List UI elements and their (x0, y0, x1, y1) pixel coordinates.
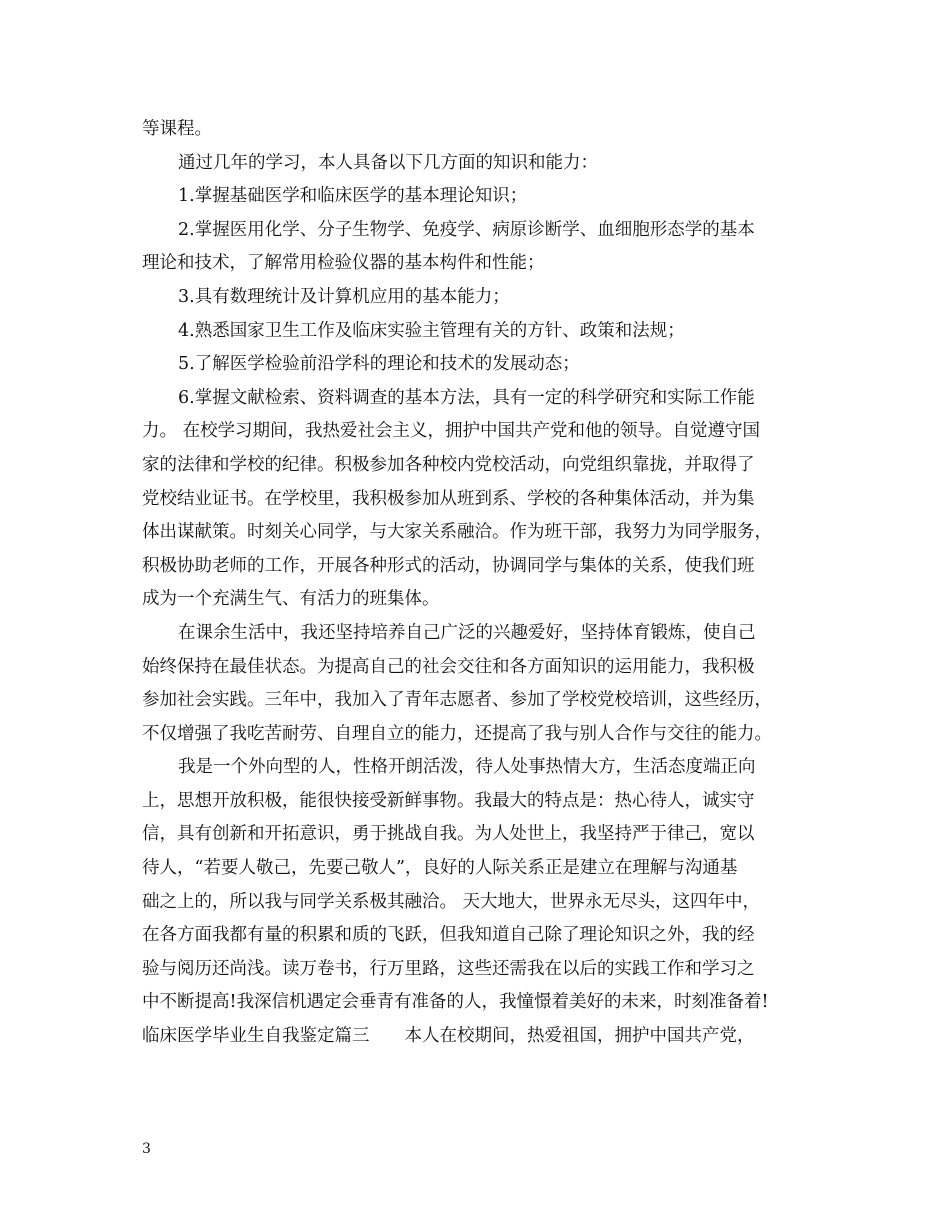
text-line: 临床医学毕业生自我鉴定篇三 本人在校期间，热爱祖国，拥护中国共产党， (142, 1026, 755, 1047)
document-body (142, 113, 822, 1054)
text-line: 成为一个充满生气、有活力的班集体。 (142, 589, 440, 610)
text-line: 在课余生活中，我还坚持培养自己广泛的兴趣爱好，坚持体育锻炼，使自己 (178, 622, 756, 643)
text-line: 不仅增强了我吃苦耐劳、自理自立的能力，还提高了我与别人合作与交往的能力。 (142, 723, 772, 744)
text-line: 1.掌握基础医学和临床医学的基本理论知识； (178, 186, 528, 207)
text-line: 力。 在校学习期间，我热爱社会主义，拥护中国共产党和他的领导。自觉遵守国 (142, 421, 761, 442)
text-line: 上，思想开放积极，能很快接受新鲜事物。我最大的特点是：热心待人，诚实守 (142, 790, 755, 811)
text-line: 积极协助老师的工作，开展各种形式的活动，协调同学与集体的关系，使我们班 (142, 555, 755, 576)
text-line: 等课程。 (142, 119, 212, 139)
text-line: 4.熟悉国家卫生工作及临床实验主管理有关的方针、政策和法规； (178, 320, 685, 341)
text-line: 始终保持在最佳状态。为提高自己的社会交往和各方面知识的运用能力，我积极 (142, 656, 755, 677)
text-line: 2.掌握医用化学、分子生物学、免疫学、病原诊断学、血细胞形态学的基本 (178, 219, 755, 240)
text-line: 6.掌握文献检索、资料调查的基本方法，具有一定的科学研究和实际工作能 (178, 387, 755, 408)
text-line: 3.具有数理统计及计算机应用的基本能力； (178, 286, 510, 307)
text-line: 5.了解医学检验前沿学科的理论和技术的发展动态； (178, 354, 580, 375)
text-line: 参加社会实践。三年中，我加入了青年志愿者、参加了学校党校培训，这些经历， (142, 690, 772, 711)
text-line: 中不断提高!我深信机遇定会垂青有准备的人，我憧憬着美好的未来，时刻准备着! (142, 992, 769, 1013)
text-line: 党校结业证书。在学校里，我积极参加从班到系、学校的各种集体活动，并为集 (142, 488, 755, 509)
text-line: 验与阅历还尚浅。读万卷书，行万里路，这些还需我在以后的实践工作和学习之 (142, 958, 755, 979)
text-line: 在各方面我都有量的积累和质的飞跃，但我知道自己除了理论知识之外，我的经 (142, 925, 755, 946)
text-line: 础之上的，所以我与同学关系极其融洽。 天大地大，世界永无尽头，这四年中， (142, 891, 761, 912)
text-line: 体出谋献策。时刻关心同学，与大家关系融洽。作为班干部，我努力为同学服务， (142, 522, 772, 543)
text-line: 待人，“若要人敬己，先要己敬人”，良好的人际关系正是建立在理解与沟通基 (142, 858, 738, 879)
text-line: 理论和技术，了解常用检验仪器的基本构件和性能； (142, 253, 545, 274)
text-line: 我是一个外向型的人，性格开朗活泼，待人处事热情大方，生活态度端正向 (178, 757, 756, 778)
text-line: 信，具有创新和开拓意识，勇于挑战自我。为人处世上，我坚持严于律己，宽以 (142, 824, 755, 845)
text-line: 通过几年的学习，本人具备以下几方面的知识和能力： (178, 152, 598, 173)
text-line: 家的法律和学校的纪律。积极参加各种校内党校活动，向党组织靠拢，并取得了 (142, 454, 755, 475)
page-number: 3 (142, 1141, 151, 1157)
